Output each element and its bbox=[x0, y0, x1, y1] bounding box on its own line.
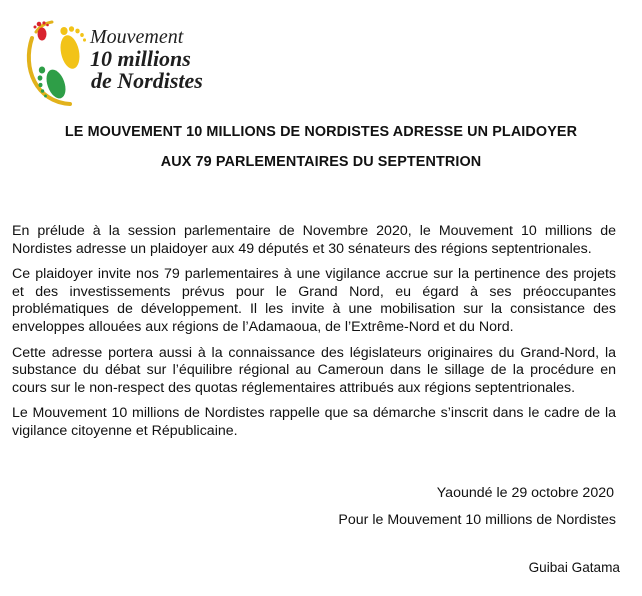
document-title-line-2: AUX 79 PARLEMENTAIRES DU SEPTENTRION bbox=[160, 154, 482, 170]
green-footprint-icon bbox=[38, 67, 70, 102]
body-paragraph-1: En prélude à la session parlementaire de Novembre 2020, le Mouvement 10 millions de Nordistes adresse un plaidoyer aux 49 députés et 30 sénateurs des régions septentrionales. bbox=[12, 223, 616, 257]
document-title-line-1: LE MOUVEMENT 10 MILLIONS DE NORDISTES ADRESSE UN PLAIDOYER bbox=[64, 124, 578, 140]
logo-line-2: 10 millions bbox=[90, 46, 191, 71]
body-paragraph-3: Cette adresse portera aussi à la connaissance des législateurs originaires du Grand-Nord, la substance du débat sur l’équilibre régional au Cameroun dans le sillage de la procédure en cours sur le non-respect des quotas réglementaires attribués aux régions septentrionales. bbox=[12, 344, 616, 396]
logo-line-3: de Nordistes bbox=[91, 68, 203, 93]
logo-wordmark bbox=[90, 26, 203, 92]
signature-organization: Pour le Mouvement 10 millions de Nordistes bbox=[338, 512, 616, 528]
footprints-logo-icon bbox=[26, 18, 96, 110]
signatory-name: Guibai Gatama bbox=[528, 560, 620, 575]
yellow-footprint-icon bbox=[58, 26, 86, 70]
signature-date: Yaoundé le 29 octobre 2020 bbox=[436, 485, 614, 501]
document-body bbox=[12, 223, 616, 449]
body-paragraph-2: Ce plaidoyer invite nos 79 parlementaires à une vigilance accrue sur la pertinence des projets et des investissements prévus pour le Grand Nord, eu égard à ses préoccupantes problématiques de développement. Il les invite à une mobilisation sur la consistance des enveloppes allouées aux régions de l’Adamaoua, de l’Extrême-Nord et du Nord. bbox=[12, 266, 616, 335]
organization-logo bbox=[26, 18, 246, 110]
body-paragraph-4: Le Mouvement 10 millions de Nordistes rappelle que sa démarche s’inscrit dans le cadre de la vigilance citoyenne et Républicaine. bbox=[12, 405, 616, 439]
logo-line-1: Mouvement bbox=[90, 26, 184, 48]
